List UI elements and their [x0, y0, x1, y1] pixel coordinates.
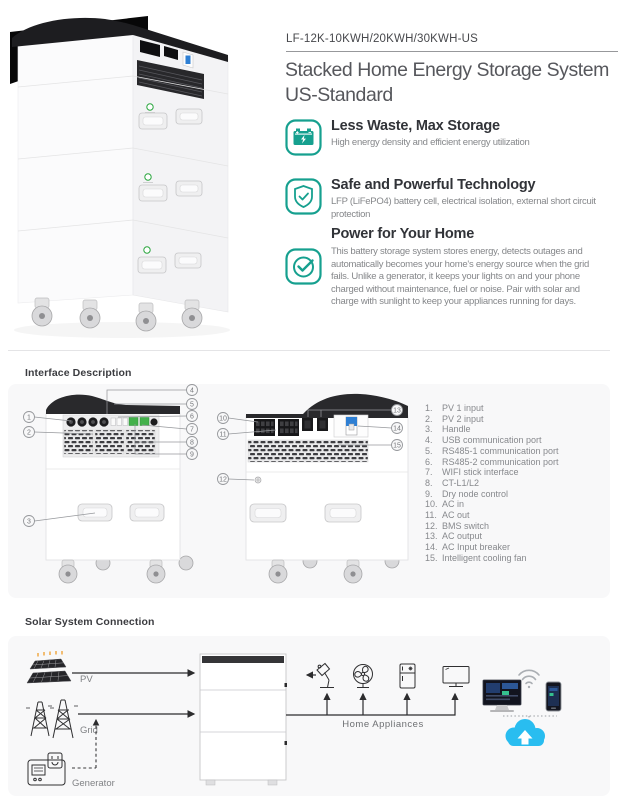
port-list-item: 4. USB communication port	[425, 435, 542, 446]
callout-number: 15	[393, 442, 401, 450]
grid-icon	[26, 700, 78, 738]
port-list-item: 8. CT-L1/L2	[425, 477, 480, 488]
wifi-connector	[150, 418, 157, 425]
callout-number: 3	[27, 518, 31, 526]
interface-device-front	[46, 395, 193, 583]
cooling-fan-vent	[248, 440, 368, 462]
callout-number: 12	[219, 476, 227, 484]
callout-number: 11	[219, 431, 227, 439]
header-rule	[286, 51, 618, 52]
stacked-battery-unit	[12, 18, 228, 331]
generator-icon	[28, 753, 65, 785]
callout-number: 5	[190, 401, 194, 409]
port-list-item: 1. PV 1 input	[425, 403, 484, 413]
interface-device-back	[246, 394, 408, 583]
callout-number: 8	[190, 439, 194, 447]
port-list-item: 3. Handle	[425, 424, 471, 435]
callout-number: 13	[393, 407, 401, 415]
callout-number: 10	[219, 415, 227, 423]
port-list-item: 10. AC in	[425, 499, 465, 510]
callout-number: 1	[27, 414, 31, 422]
interface-heading: Interface Description	[25, 367, 132, 379]
tv-icon	[443, 667, 469, 687]
shield-check-icon	[285, 178, 322, 215]
callout-number: 6	[190, 413, 194, 421]
section-divider	[8, 350, 610, 351]
page-title-line1: Stacked Home Energy Storage System	[285, 59, 609, 81]
pv-label: PV	[80, 674, 93, 685]
comm-ports	[111, 418, 128, 426]
port-list-item: 2. PV 2 input	[425, 413, 484, 424]
port-list-item: 12. BMS switch	[425, 520, 490, 531]
port-list-item: 15. Intelligent cooling fan	[425, 552, 527, 563]
callout-number: 2	[27, 429, 31, 437]
fan-icon	[354, 665, 373, 688]
pv-icon	[27, 651, 71, 683]
appliance-arrows	[286, 694, 455, 715]
port-list-item: 9. Dry node control	[425, 488, 509, 499]
wifi-icon	[519, 670, 539, 688]
bms-switch	[255, 477, 261, 483]
feature-desc: This battery storage system stores energy, detects outages and automatically becomes your home's energy source when the grid fails. Unlike a generator, it keeps your lights on and your phone charged without maintenance, fuel or noise. Pair with solar and charge with sunlight to keep your appliances running for days.	[331, 246, 589, 308]
circle-check-icon	[285, 248, 322, 285]
page-title	[285, 58, 615, 108]
cloud-upload-icon	[506, 719, 546, 746]
feature-title: Safe and Powerful Technology	[331, 177, 536, 193]
port-list-item: 5. RS485-1 communication port	[425, 445, 559, 456]
port-list-item: 11. AC out	[425, 510, 470, 521]
casters	[59, 560, 165, 583]
solar-battery-unit	[200, 654, 287, 785]
grid-label: Grid	[80, 725, 98, 736]
model-number: LF-12K-10KWH/20KWH/30KWH-US	[286, 33, 478, 45]
battery-icon	[285, 119, 322, 156]
smartphone-icon	[546, 682, 561, 711]
home-appliances-label: Home Appliances	[342, 719, 424, 730]
page-title-line2: US-Standard	[285, 84, 393, 106]
port-list-item: 13. AC output	[425, 531, 483, 542]
top-cap	[246, 394, 408, 418]
product-photo	[0, 12, 280, 347]
port-list-item: 14. AC Input breaker	[425, 542, 511, 553]
port-list	[425, 403, 605, 564]
solar-heading: Solar System Connection	[25, 616, 155, 628]
feature-desc: LFP (LiFePO4) battery cell, electrical isolation, external short circuit protection	[331, 196, 596, 220]
fridge-icon	[400, 664, 415, 688]
feature-title: Less Waste, Max Storage	[331, 118, 500, 134]
feature-title: Power for Your Home	[331, 226, 475, 242]
solar-connection-diagram	[8, 636, 610, 796]
callout-number: 7	[190, 426, 194, 434]
callout-number: 14	[393, 425, 401, 433]
lamp-icon	[317, 664, 334, 688]
callout-number: 4	[190, 387, 194, 395]
generator-label: Generator	[72, 778, 115, 789]
port-list-item: 7. WIFI stick interface	[425, 467, 519, 478]
callout-number: 9	[190, 451, 194, 459]
port-list-item: 6. RS485-2 communication port	[425, 456, 559, 467]
monitor-icon	[483, 680, 521, 712]
feature-desc: High energy density and efficient energy utilization	[331, 137, 530, 148]
